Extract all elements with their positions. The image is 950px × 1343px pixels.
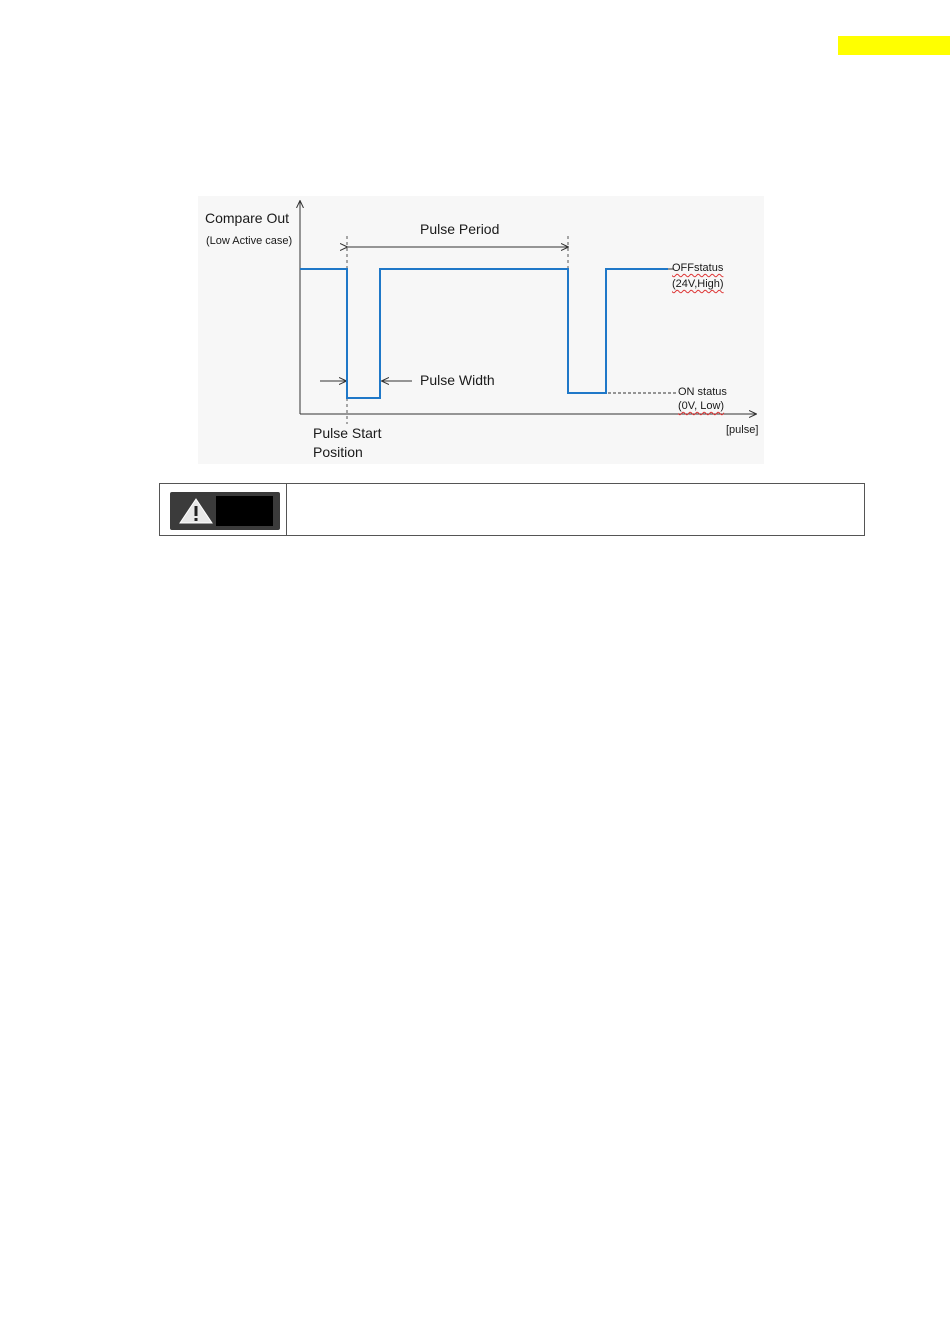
y-axis-label: Compare Out: [205, 210, 290, 226]
caution-badge: [170, 492, 280, 530]
caution-notice-box: [159, 483, 865, 536]
on-status-voltage-label: [678, 401, 724, 412]
caution-text-cell: [287, 484, 864, 535]
off-status-label: OFFstatus: [672, 262, 724, 274]
pulse-start-position-label: Pulse Start Position: [313, 425, 382, 460]
off-status-voltage-label: (24V,High): [672, 278, 724, 290]
warning-triangle-icon: [178, 497, 214, 525]
pulse-width-label: Pulse Width: [420, 372, 495, 388]
on-status-voltage-text: (0V, Low): [678, 400, 725, 412]
compare-out-timing-diagram: [198, 196, 764, 464]
y-axis-sublabel: (Low Active case): [206, 235, 293, 247]
pulse-period-label: Pulse Period: [420, 221, 500, 237]
caution-icon-cell: [160, 484, 287, 535]
yellow-highlight-bar: [838, 36, 950, 55]
caution-label-block: [216, 496, 273, 526]
x-axis-unit-label: [pulse]: [726, 424, 759, 436]
on-status-label: ON status: [678, 386, 727, 398]
